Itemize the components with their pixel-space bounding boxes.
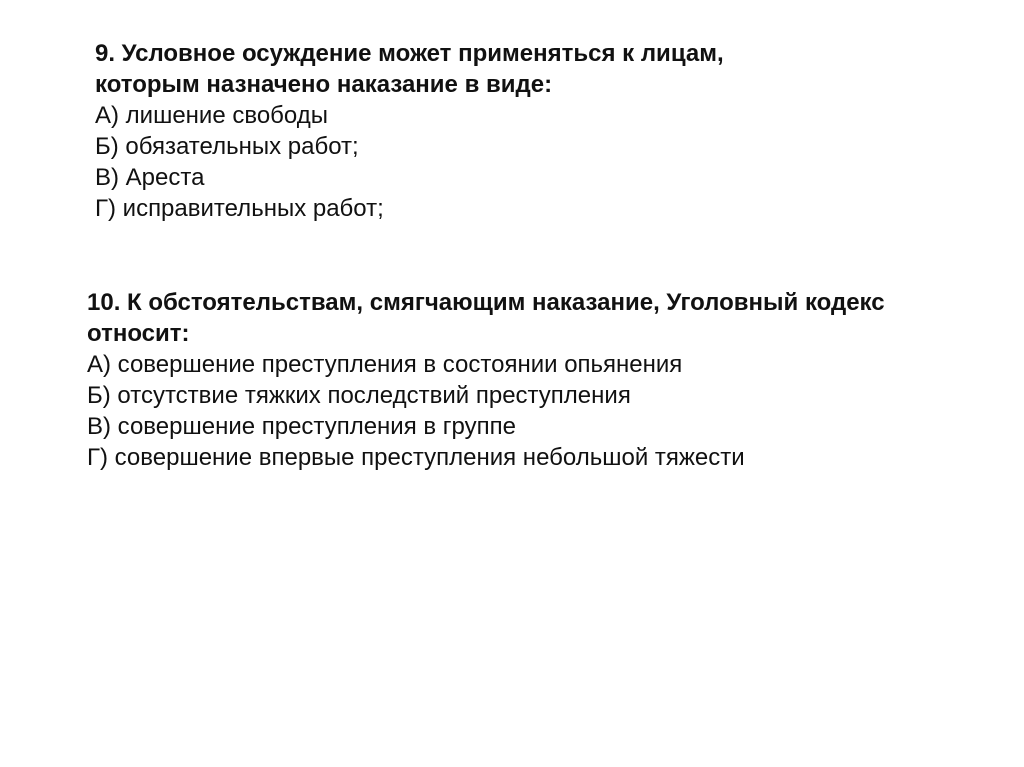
- question-9-option-b: Б) обязательных работ;: [95, 133, 359, 160]
- question-10-option-d: Г) совершение впервые преступления небольшой тяжести: [87, 444, 745, 471]
- question-9-option-c: В) Ареста: [95, 164, 205, 191]
- question-9-option-d: Г) исправительных работ;: [95, 195, 384, 222]
- question-10-options: [87, 349, 987, 473]
- question-9-options: [95, 100, 975, 224]
- question-9-title-line: которым назначено наказание в виде:: [95, 71, 553, 98]
- question-10: [87, 287, 987, 473]
- question-10-option-b: Б) отсутствие тяжких последствий преступления: [87, 382, 631, 409]
- question-9-title-line: 9. Условное осуждение может применяться к лицам,: [95, 40, 724, 67]
- question-9-title: [95, 38, 975, 100]
- question-10-option-c: В) совершение преступления в группе: [87, 413, 516, 440]
- question-9-option-a: А) лишение свободы: [95, 102, 329, 129]
- question-10-title: [87, 287, 987, 349]
- question-9: [95, 38, 975, 224]
- question-10-title-line: 10. К обстоятельствам, смягчающим наказание, Уголовный кодекс: [87, 289, 885, 316]
- question-10-title-line: относит:: [87, 320, 190, 347]
- question-10-option-a: А) совершение преступления в состоянии опьянения: [87, 351, 683, 378]
